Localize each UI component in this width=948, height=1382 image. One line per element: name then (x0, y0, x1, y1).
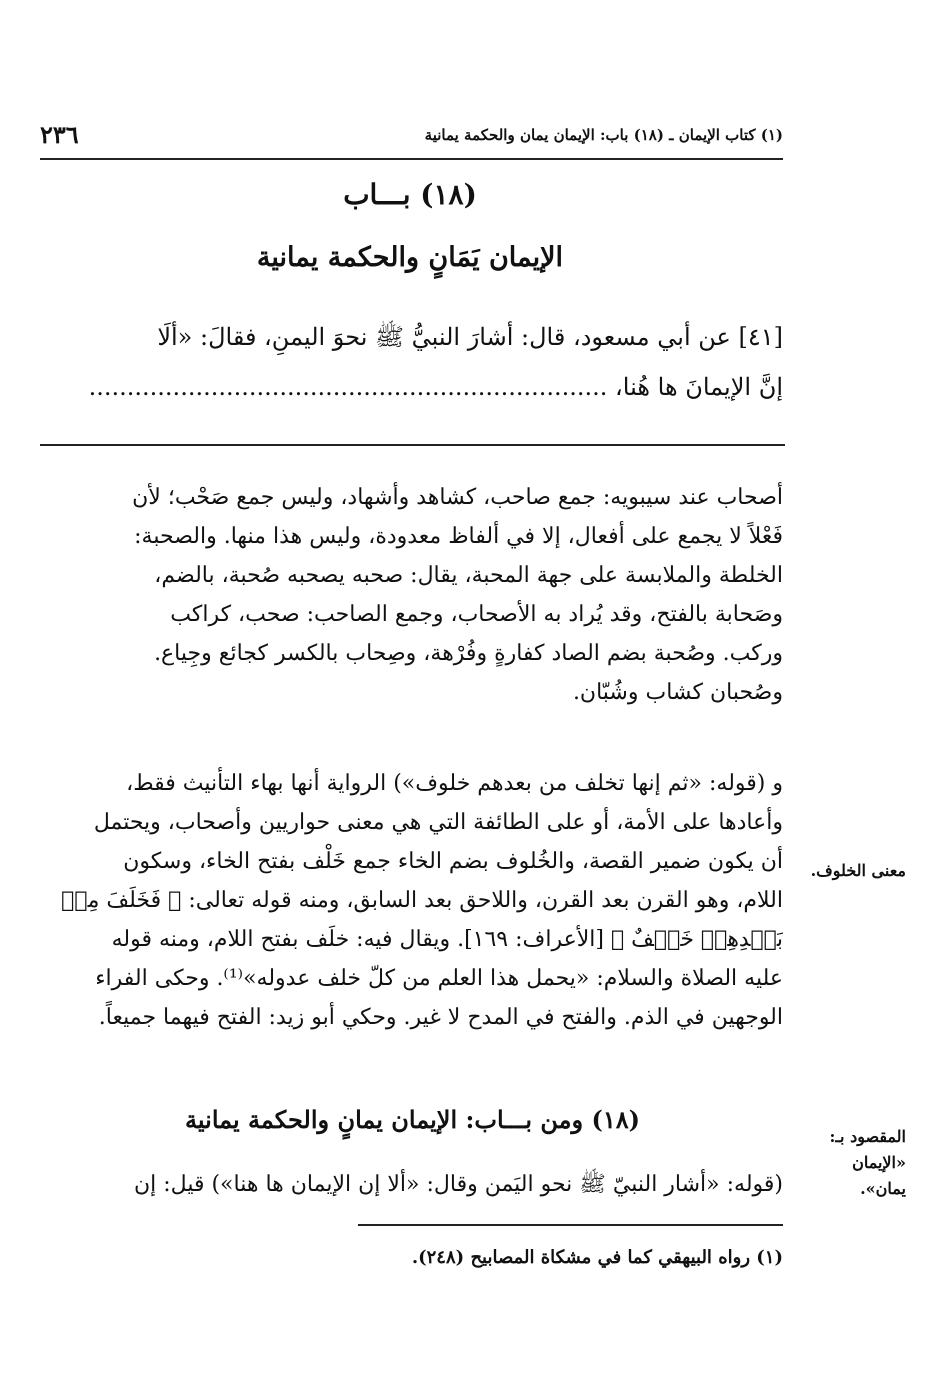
chapter-heading: (١٨) بـــاب (343, 178, 477, 211)
sub-commentary-line: (قوله: «أشار النبيّ ﷺ نحو اليَمن وقال: «ألا إن الإيمان ها هنا») قيل: إن (133, 1172, 783, 1197)
footnote: (١) رواه البيهقي كما في مشكاة المصابيح (٢٤٨). (411, 1247, 783, 1268)
margin-note-iman-yaman (791, 1124, 906, 1202)
commentary-line: بَعۡدِهِمۡ خَلۡفٌ ﴾ [الأعراف: ١٦٩]. ويقال فيه: خلَف بفتح اللام، ومنه قوله (111, 927, 783, 952)
commentary-paragraph-2 (38, 764, 783, 1037)
hadith-line-1: [٤١] عن أبي مسعود، قال: أشارَ النبيُّ ﷺ نحوَ اليمنِ، فقالَ: «ألَا (157, 323, 783, 351)
commentary-line: و (قوله: «ثم إنها تخلف من بعدهم خلوف») الرواية أنها بهاء التأنيث فقط، (126, 771, 783, 796)
hadith-line-2-text: إنَّ الإيمانَ ها هُنا، (615, 373, 783, 401)
commentary-line: الوجهين في الذم. والفتح في المدح لا غير. وحكي أبو زيد: الفتح فيهما جميعاً. (98, 1005, 783, 1030)
commentary-line: عليه الصلاة والسلام: «يحمل هذا العلم من كلّ خلف عدوله»⁽¹⁾. وحكى الفراء (95, 966, 783, 991)
commentary-line: الخلطة والملابسة على جهة المحبة، يقال: صحبه يصحبه صُحبة، بالضم، (154, 563, 783, 588)
commentary-line: وصُحبان كشاب وشُبّان. (572, 680, 783, 705)
commentary-line: فَعْلاً لا يجمع على أفعال، إلا في ألفاظ معدودة، وليس هذا منها. والصحبة: (134, 524, 783, 549)
running-header (40, 118, 783, 160)
margin-note-khuluf: معنى الخلوف. (810, 861, 906, 880)
commentary-line: وصَحابة بالفتح، وقد يُراد به الأصحاب، وجمع الصاحب: صحب، كراكب (170, 602, 783, 627)
chapter-title: الإيمان يَمَانٍ والحكمة يمانية (256, 242, 564, 273)
commentary-paragraph-1 (38, 478, 783, 712)
commentary-line: أن يكون ضمير القصة، والخُلوف بضم الخاء جمع خَلْف بفتح الخاء، وسكون (123, 849, 783, 874)
hadith-text (38, 312, 783, 412)
footnote-divider (358, 1224, 783, 1226)
sub-heading: (١٨) ومن بـــاب: الإيمان يمانٍ والحكمة يمانية (185, 1105, 640, 1134)
commentary-line: وأعادها على الأمة، أو على الطائفة التي هي معنى حواريين وأصحاب، ويحتمل (93, 810, 783, 835)
section-divider (40, 444, 785, 446)
commentary-line: أصحاب عند سيبويه: جمع صاحب، كشاهد وأشهاد، وليس جمع صَحْب؛ لأن (132, 485, 783, 510)
commentary-line: وركب. وصُحبة بضم الصاد كفارةٍ وفُرْهة، وصِحاب بالكسر كجائع وجِياع. (154, 641, 783, 666)
margin-note-line: المقصود بـ: (829, 1127, 906, 1146)
running-title: (١) كتاب الإيمان ـ (١٨) باب: الإيمان يمان والحكمة يمانية (424, 126, 783, 144)
commentary-line: اللام، وهو القرن بعد القرن، واللاحق بعد السابق، ومنه قوله تعالى: ﴿ فَخَلَفَ مِنۢ (61, 888, 783, 913)
margin-note-line: «الإيمان (852, 1153, 906, 1172)
page-number: ٢٣٦ (40, 120, 79, 149)
hadith-line-2 (38, 362, 783, 412)
ellipsis-dots: .................................................................... (88, 373, 608, 401)
margin-note-line: يمان». (860, 1179, 906, 1198)
